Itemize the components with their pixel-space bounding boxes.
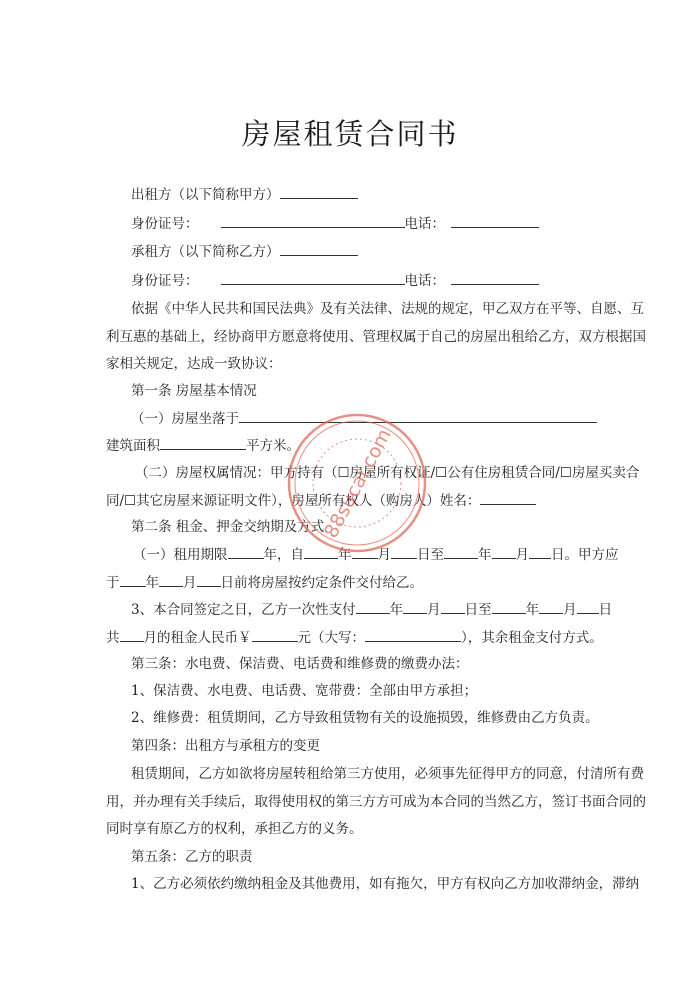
payment-text: 3、本合同签定之日，乙方一次性支付 <box>131 602 356 618</box>
pay-end-year-blank[interactable] <box>492 599 526 614</box>
payment-line-1 <box>131 599 613 620</box>
payment-text: 日至 <box>464 602 492 618</box>
phone-label: 电话： <box>404 216 445 232</box>
delivery-line <box>106 572 600 593</box>
pay-end-month-blank[interactable] <box>539 599 563 614</box>
delivery-text: 于 <box>106 575 120 591</box>
article-1-heading: 第一条 房屋基本情况 <box>131 383 257 399</box>
article-2-heading: 第二条 租金、押金交纳期及方式 <box>131 519 325 535</box>
intro-line-1: 依据《中华人民共和国民法典》及有关法律、法规的规定，甲乙双方在平等、自愿、互 <box>131 301 644 317</box>
lessor-id-blank[interactable] <box>221 213 405 228</box>
pay-start-month-blank[interactable] <box>403 599 427 614</box>
end-month-blank[interactable] <box>492 544 516 559</box>
lessee-line <box>131 241 601 262</box>
article-3-heading: 第三条：水电费、保洁费、电话费和维修费的缴费办法： <box>131 656 469 672</box>
delivery-month-blank[interactable] <box>159 572 183 587</box>
lessee-phone-blank[interactable] <box>451 270 539 285</box>
area-blank[interactable] <box>160 435 246 450</box>
payment-text: 年 <box>525 602 540 618</box>
id-label: 身份证号： <box>131 273 199 289</box>
payment-text: 月 <box>427 602 441 618</box>
end-day-blank[interactable] <box>529 544 551 559</box>
term-text: 日至 <box>417 547 444 563</box>
lessee-blank[interactable] <box>280 241 358 256</box>
article-5-heading: 第五条：乙方的职责 <box>131 849 253 865</box>
delivery-day-blank[interactable] <box>197 572 221 587</box>
pay-start-year-blank[interactable] <box>356 599 390 614</box>
payment-line-2 <box>106 627 603 648</box>
owner-name-blank[interactable] <box>480 490 536 505</box>
ownership-line-1: （二）房屋权属情况：甲方持有（☐房屋所有权证/☐公有住房租赁合同/☐房屋买卖合 <box>135 465 640 481</box>
intro-line-2: 利互惠的基础上，经协商甲方愿意将使用、管理权属于自己的房屋出租给乙方，双方根据国 <box>106 329 646 345</box>
payment-text: 日 <box>598 602 613 618</box>
lessor-blank[interactable] <box>280 184 358 199</box>
lessee-id-line <box>131 270 601 291</box>
payment-text: 共 <box>106 630 120 646</box>
pay-end-day-blank[interactable] <box>577 599 599 614</box>
intro-line-3: 家相关规定，达成一致协议： <box>106 356 282 372</box>
term-text: 年 <box>478 547 492 563</box>
page-title: 房屋租赁合同书 <box>241 117 459 151</box>
payment-text: 年 <box>389 602 404 618</box>
rent-amount-words-blank[interactable] <box>365 627 461 642</box>
end-year-blank[interactable] <box>444 544 478 559</box>
article-4-line-2: 用，并办理有关手续后，取得使用权的第三方方可成为本合同的当然乙方，签订书面合同的 <box>106 794 646 810</box>
payment-text: 月 <box>563 602 577 618</box>
stamp-text: 88sucai.com <box>319 425 396 542</box>
term-text: 日。甲方应 <box>551 547 619 563</box>
payment-text: ），其余租金支付方式。 <box>461 630 603 646</box>
article-4-line-3: 同时享有原乙方的权利，承担乙方的义务。 <box>106 821 363 837</box>
ownership-text: 同/☐其它房屋来源证明文件），房屋所有权人（购房人）姓名： <box>106 493 481 509</box>
months-blank[interactable] <box>120 627 144 642</box>
term-text: 月 <box>515 547 529 563</box>
area-unit: 平方米。 <box>246 438 300 454</box>
delivery-year-blank[interactable] <box>120 572 146 587</box>
term-text: 年 <box>338 547 352 563</box>
term-text: 年，自 <box>263 547 304 563</box>
term-text: 月 <box>377 547 391 563</box>
area-label: 建筑面积 <box>106 438 160 454</box>
delivery-text: 日前将房屋按约定条件交付给乙。 <box>220 575 423 591</box>
lessor-id-line <box>131 213 601 234</box>
article-3-item-1: 1、保洁费、水电费、电话费、宽带费：全部由甲方承担； <box>131 683 478 699</box>
payment-text: 元（大写： <box>297 630 365 646</box>
article-3-item-2: 2、维修费：租赁期间，乙方导致租赁物有关的设施损毁，维修费由乙方负责。 <box>131 710 599 726</box>
article-4-heading: 第四条：出租方与承租方的变更 <box>131 738 320 754</box>
id-label: 身份证号： <box>131 216 199 232</box>
lessor-line <box>131 184 601 205</box>
delivery-text: 月 <box>183 575 197 591</box>
term-text: （一）租用期限 <box>133 547 228 563</box>
rent-amount-blank[interactable] <box>252 627 298 642</box>
pay-start-day-blank[interactable] <box>441 599 465 614</box>
article-4-line-1: 租赁期间，乙方如欲将房屋转租给第三方使用，必须事先征得甲方的同意，付清所有费 <box>131 766 644 782</box>
term-years-blank[interactable] <box>228 544 264 559</box>
lessor-phone-blank[interactable] <box>451 213 539 228</box>
payment-text: 月的租金人民币￥ <box>143 630 252 646</box>
delivery-text: 年 <box>145 575 159 591</box>
article-5-item-1: 1、乙方必须依约缴纳租金及其他费用，如有拖欠，甲方有权向乙方加收滞纳金，滞纳 <box>131 876 640 892</box>
phone-label: 电话： <box>404 273 445 289</box>
lessor-label: 出租方（以下简称甲方） <box>131 187 280 203</box>
lessee-id-blank[interactable] <box>221 270 405 285</box>
lessee-label: 承租方（以下简称乙方） <box>131 244 280 260</box>
watermark-stamp <box>282 408 432 558</box>
location-label: （一）房屋坐落于 <box>131 411 239 427</box>
